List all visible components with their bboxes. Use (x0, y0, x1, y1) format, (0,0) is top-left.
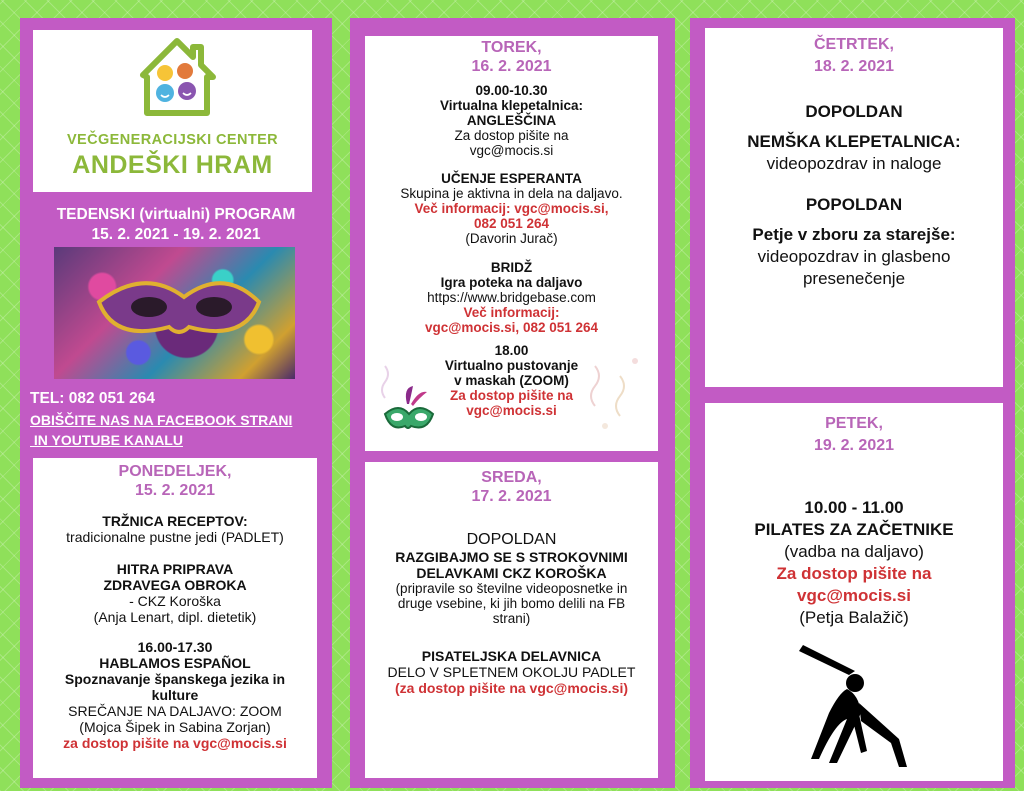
tuesday-d-title1: Virtualno pustovanje (444, 358, 579, 373)
monday-c-sub2: kulture (151, 687, 199, 703)
wednesday-b-text: DELO V SPLETNEM OKOLJU PADLET (387, 664, 636, 680)
tuesday-c-red2: vgc@mocis.si, 082 051 264 (424, 320, 599, 335)
tuesday-a-text2: vgc@mocis.si (469, 143, 554, 158)
tuesday-card (365, 36, 658, 451)
tuesday-a-time: 09.00-10.30 (475, 83, 548, 98)
monday-c-text2: (Mojca Šipek in Sabina Zorjan) (79, 719, 271, 735)
friday-title: PILATES ZA ZAČETNIKE (754, 520, 954, 539)
tuesday-d-red2: vgc@mocis.si (466, 403, 557, 418)
tuesday-a-title2: ANGLEŠČINA (466, 113, 557, 128)
facebook-link[interactable]: OBIŠČITE NAS NA FACEBOOK STRANI (30, 412, 293, 428)
thursday-date: 18. 2. 2021 (813, 58, 895, 75)
wednesday-label: DOPOLDAN (466, 531, 557, 548)
wednesday-b-red: (za dostop pišite na vgc@mocis.si) (394, 680, 629, 696)
tuesday-b-title: UČENJE ESPERANTA (441, 171, 582, 186)
thursday-b-text1: videopozdrav in glasbeno (757, 247, 951, 266)
wednesday-a-text3: strani) (492, 611, 531, 626)
wednesday-a-title2: DELAVKAMI CKZ KOROŠKA (416, 565, 607, 581)
thursday-b-title: Petje v zboru za starejše: (752, 225, 956, 244)
wednesday-a-text2: druge vsebine, ki jih bomo delili na FB (397, 596, 626, 611)
tuesday-d-red1: Za dostop pišite na (449, 388, 573, 403)
monday-c-time: 16.00-17.30 (137, 639, 213, 655)
tuesday-c-red1: Več informacij: (463, 305, 560, 320)
tuesday-b-text: Skupina je aktivna in dela na daljavo. (400, 186, 623, 201)
contact-tel: TEL: 082 051 264 (30, 390, 155, 407)
monday-c-title: HABLAMOS ESPAÑOL (99, 655, 251, 671)
friday-red1: Za dostop pišite na (776, 564, 932, 583)
tuesday-date: 16. 2. 2021 (471, 58, 552, 75)
logo-line1: VEČGENERACIJSKI CENTER (66, 132, 279, 148)
tuesday-c-sub: Igra poteka na daljavo (440, 275, 583, 290)
tuesday-c-url[interactable]: https://www.bridgebase.com (427, 290, 596, 305)
tuesday-c-title: BRIDŽ (490, 260, 533, 275)
wednesday-date: 17. 2. 2021 (471, 488, 552, 505)
monday-c-sub1: Spoznavanje španskega jezika in (64, 671, 286, 687)
monday-c-text1: SREČANJE NA DALJAVO: ZOOM (68, 703, 282, 719)
tuesday-b-red2: 082 051 264 (473, 216, 550, 231)
friday-red2: vgc@mocis.si (797, 586, 911, 605)
thursday-a-title: NEMŠKA KLEPETALNICA: (747, 132, 961, 151)
tuesday-d-title2: v maskah (ZOOM) (454, 373, 569, 388)
monday-c-red: za dostop pišite na vgc@mocis.si (63, 735, 287, 751)
carnival-mask-image (54, 247, 295, 379)
tuesday-d-time: 18.00 (494, 343, 529, 358)
thursday-a-text: videopozdrav in naloge (766, 154, 942, 173)
party-mask-icon (377, 384, 439, 446)
wednesday-a-text1: (pripravile so številne videoposnetke in (395, 581, 628, 596)
friday-name: (Petja Balažič) (799, 608, 909, 627)
tuesday-day: TOREK, (481, 39, 542, 56)
tuesday-b-red1: Več informacij: vgc@mocis.si, (414, 201, 609, 216)
logo-line2: ANDEŠKI HRAM (72, 151, 273, 179)
monday-b-text1: - CKZ Koroška (129, 593, 221, 609)
logo-card (33, 30, 312, 192)
monday-date: 15. 2. 2021 (134, 482, 216, 499)
house-logo-icon (135, 35, 219, 119)
monday-card (33, 458, 317, 778)
program-title: TEDENSKI (virtualni) PROGRAM (56, 206, 296, 223)
friday-text: (vadba na daljavo) (784, 542, 924, 561)
monday-day: PONEDELJEK, (118, 463, 232, 480)
thursday-pm: POPOLDAN (805, 195, 903, 214)
youtube-link[interactable]: IN YOUTUBE KANALU (30, 432, 183, 448)
friday-card (705, 403, 1003, 781)
monday-b-text2: (Anja Lenart, dipl. dietetik) (93, 609, 257, 625)
monday-b-title1: HITRA PRIPRAVA (116, 561, 234, 577)
thursday-card (705, 28, 1003, 387)
friday-date: 19. 2. 2021 (813, 437, 895, 454)
monday-b-title2: ZDRAVEGA OBROKA (103, 577, 247, 593)
thursday-day: ČETRTEK, (814, 36, 894, 53)
tuesday-a-title1: Virtualna klepetalnica: (439, 98, 584, 113)
friday-day: PETEK, (825, 415, 883, 432)
wednesday-b-title: PISATELJSKA DELAVNICA (421, 648, 602, 664)
tuesday-b-name: (Davorin Jurač) (465, 231, 558, 246)
wednesday-card (365, 462, 658, 778)
wednesday-a-title1: RAZGIBAJMO SE S STROKOVNIMI (395, 549, 628, 565)
wednesday-day: SREDA, (481, 469, 542, 486)
tuesday-a-text1: Za dostop pišite na (454, 128, 569, 143)
thursday-b-text2: presenečenje (802, 269, 906, 288)
yoga-pose-icon (789, 643, 929, 773)
thursday-am: DOPOLDAN (805, 102, 903, 121)
friday-time: 10.00 - 11.00 (804, 498, 904, 517)
program-dates: 15. 2. 2021 - 19. 2. 2021 (91, 226, 261, 243)
monday-a-text: tradicionalne pustne jedi (PADLET) (66, 529, 284, 545)
monday-a-title: TRŽNICA RECEPTOV: (102, 513, 248, 529)
mask-icon (54, 247, 295, 379)
